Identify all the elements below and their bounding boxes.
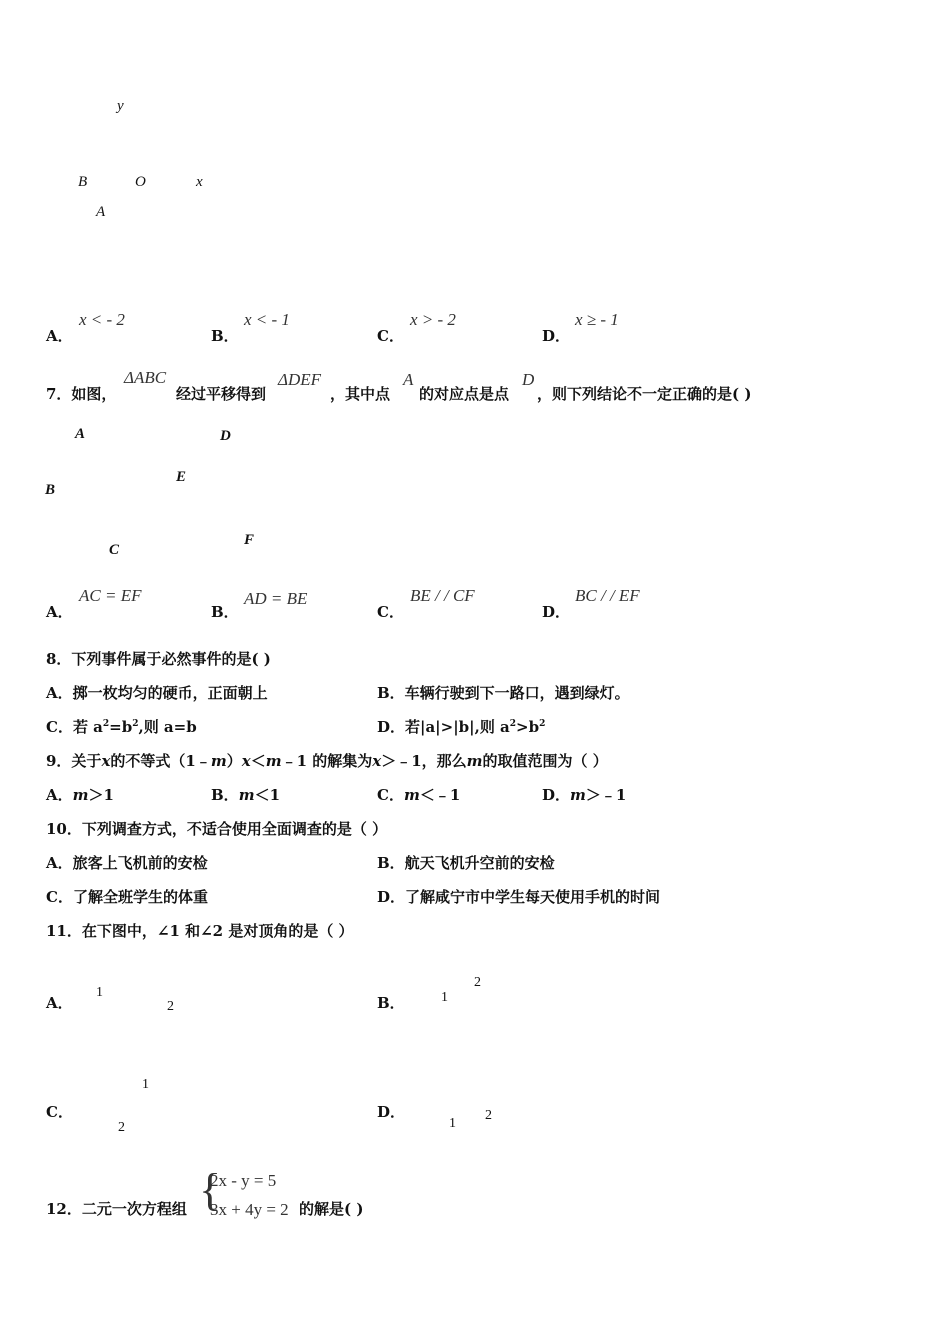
q9-var-m2: m	[265, 752, 282, 770]
point-a-label: A	[96, 204, 106, 220]
point-b-label: B	[78, 174, 88, 190]
q8-c-part3: ,则 a=b	[138, 718, 197, 736]
q11-a-angle1: 1	[96, 985, 103, 1000]
q11-b-angle1: 1	[441, 990, 448, 1005]
q9-option-a-letter: A．	[46, 786, 73, 804]
q11-a-angle2: 2	[167, 999, 174, 1014]
q9-option-b-rel: ＜1	[254, 786, 280, 804]
q9-option-c-letter: C．	[377, 786, 404, 804]
q9-option-b-letter: B．	[211, 786, 239, 804]
q9-stem-part7: 的取值范围为（ ）	[482, 752, 608, 770]
q9-var-x3: x	[372, 752, 382, 770]
q10-option-c[interactable]: C．了解全班学生的体重	[46, 888, 208, 906]
q9-option-b-var: m	[238, 786, 255, 804]
q9-var-m3: m	[466, 752, 483, 770]
q9-option-d-letter: D．	[542, 786, 571, 804]
q9-stem-part4: ＜	[250, 752, 266, 770]
q11-b-angle2: 2	[474, 975, 481, 990]
q7-number: 7．如图，	[46, 385, 117, 403]
q10-option-d[interactable]: D．了解咸宁市中学生每天使用手机的时间	[377, 888, 661, 906]
q11-d-angle2: 2	[485, 1108, 492, 1123]
q9-option-a-rel: ＞1	[88, 786, 114, 804]
q7-option-b-letter[interactable]: B．	[211, 603, 239, 621]
q8-option-c[interactable]	[46, 716, 197, 737]
q7-fig-label-a: A	[75, 426, 86, 442]
q6-option-b-expr: x < - 1	[244, 310, 290, 329]
q9-option-b[interactable]	[211, 784, 280, 805]
q11-option-b-letter[interactable]: B．	[377, 994, 405, 1012]
q7-option-b-expr: AD = BE	[244, 589, 308, 608]
q7-option-d-expr: BC / / EF	[575, 586, 640, 605]
q9-option-c-rel: ＜﹣1	[419, 786, 461, 804]
q8-d-part1: D．若|a|>|b|,则 a	[377, 718, 510, 736]
q11-stem: 11．在下图中，∠1 和∠2 是对顶角的是（ ）	[46, 922, 354, 940]
q7-fig-label-f: F	[244, 532, 255, 548]
q12-equation-1: 2x - y = 5	[210, 1171, 277, 1190]
q9-var-m: m	[210, 752, 227, 770]
q12-equation-2: 3x + 4y = 2	[210, 1200, 289, 1219]
q7-triangle-def: ΔDEF	[278, 370, 322, 389]
q10-option-b[interactable]: B．航天飞机升空前的安检	[377, 854, 555, 872]
q7-point-d: D	[522, 370, 535, 389]
q7-option-d-letter[interactable]: D．	[542, 603, 571, 621]
q8-option-a[interactable]: A．掷一枚均匀的硬币，正面朝上	[46, 684, 268, 702]
y-axis-label: y	[117, 98, 124, 114]
q7-option-a-letter[interactable]: A．	[46, 603, 73, 621]
q9-option-a[interactable]	[46, 784, 114, 805]
q9-option-c-var: m	[403, 786, 420, 804]
q7-fig-label-d: D	[220, 428, 231, 444]
q6-option-c-letter[interactable]: C．	[377, 327, 404, 345]
q7-fig-label-e: E	[176, 469, 187, 485]
q7-option-c-letter[interactable]: C．	[377, 603, 404, 621]
q6-option-c-expr: x > - 2	[410, 310, 456, 329]
q7-text-translate: 经过平移得到	[176, 385, 267, 403]
q7-option-c-expr: BE / / CF	[410, 586, 475, 605]
q7-text-corresponding: 的对应点是点	[419, 385, 510, 403]
q8-stem: 8．下列事件属于必然事件的是( )	[46, 650, 271, 668]
q12-stem-post: 的解是( )	[299, 1200, 364, 1218]
q10-option-a[interactable]: A．旅客上飞机前的安检	[46, 854, 208, 872]
q9-stem	[46, 750, 608, 771]
q9-stem-part1: 9．关于	[46, 752, 102, 770]
q8-option-d[interactable]	[377, 716, 545, 737]
q6-option-b-letter[interactable]: B．	[211, 327, 239, 345]
q9-stem-part6: ＞﹣1，那么	[381, 752, 467, 770]
q8-c-part1: C．若 a	[46, 718, 103, 736]
q9-option-d[interactable]	[542, 784, 626, 805]
q9-stem-part3: ）	[226, 752, 242, 770]
q7-point-a: A	[403, 370, 414, 389]
q6-option-a-letter[interactable]: A．	[46, 327, 73, 345]
q8-c-sup1: 2	[102, 719, 110, 729]
q6-option-d-expr: x ≥ - 1	[575, 310, 619, 329]
q7-option-a-expr: AC = EF	[79, 586, 142, 605]
q7-fig-label-b: B	[45, 482, 56, 498]
q9-var-x: x	[101, 752, 111, 770]
q9-stem-part2: 的不等式（1﹣	[110, 752, 211, 770]
q7-text-point: ，其中点	[330, 385, 391, 403]
q10-stem: 10．下列调查方式，不适合使用全面调查的是（ ）	[46, 820, 388, 838]
q9-stem-part5: ﹣1 的解集为	[281, 752, 373, 770]
q11-option-d-letter[interactable]: D．	[377, 1103, 406, 1121]
q8-c-part2: =b	[109, 718, 133, 736]
q8-d-sup2: 2	[539, 719, 546, 729]
x-axis-label: x	[196, 174, 203, 190]
q6-option-d-letter[interactable]: D．	[542, 327, 571, 345]
q7-text-question: ，则下列结论不一定正确的是( )	[537, 385, 752, 403]
q9-option-a-var: m	[72, 786, 89, 804]
q11-d-angle1: 1	[449, 1116, 456, 1131]
q8-c-sup2: 2	[132, 719, 139, 729]
q9-option-d-var: m	[570, 786, 586, 804]
q11-c-angle1: 1	[142, 1077, 149, 1092]
q7-fig-label-c: C	[109, 542, 120, 558]
q12-stem-pre: 12．二元一次方程组	[46, 1200, 187, 1218]
q8-option-b[interactable]: B．车辆行驶到下一路口，遇到绿灯。	[377, 684, 630, 702]
q9-option-c[interactable]	[377, 784, 460, 805]
q11-c-angle2: 2	[118, 1120, 125, 1135]
q9-option-d-rel: ＞﹣1	[585, 786, 627, 804]
origin-label: O	[135, 174, 146, 190]
q12-system-brace: {	[199, 1164, 222, 1215]
q6-option-a-expr: x < - 2	[79, 310, 125, 329]
q11-option-c-letter[interactable]: C．	[46, 1103, 73, 1121]
q9-var-x2: x	[241, 752, 251, 770]
q8-d-part2: >b	[516, 718, 540, 736]
q8-d-sup1: 2	[509, 719, 517, 729]
q7-triangle-abc: ΔABC	[124, 368, 167, 387]
q11-option-a-letter[interactable]: A．	[46, 994, 73, 1012]
